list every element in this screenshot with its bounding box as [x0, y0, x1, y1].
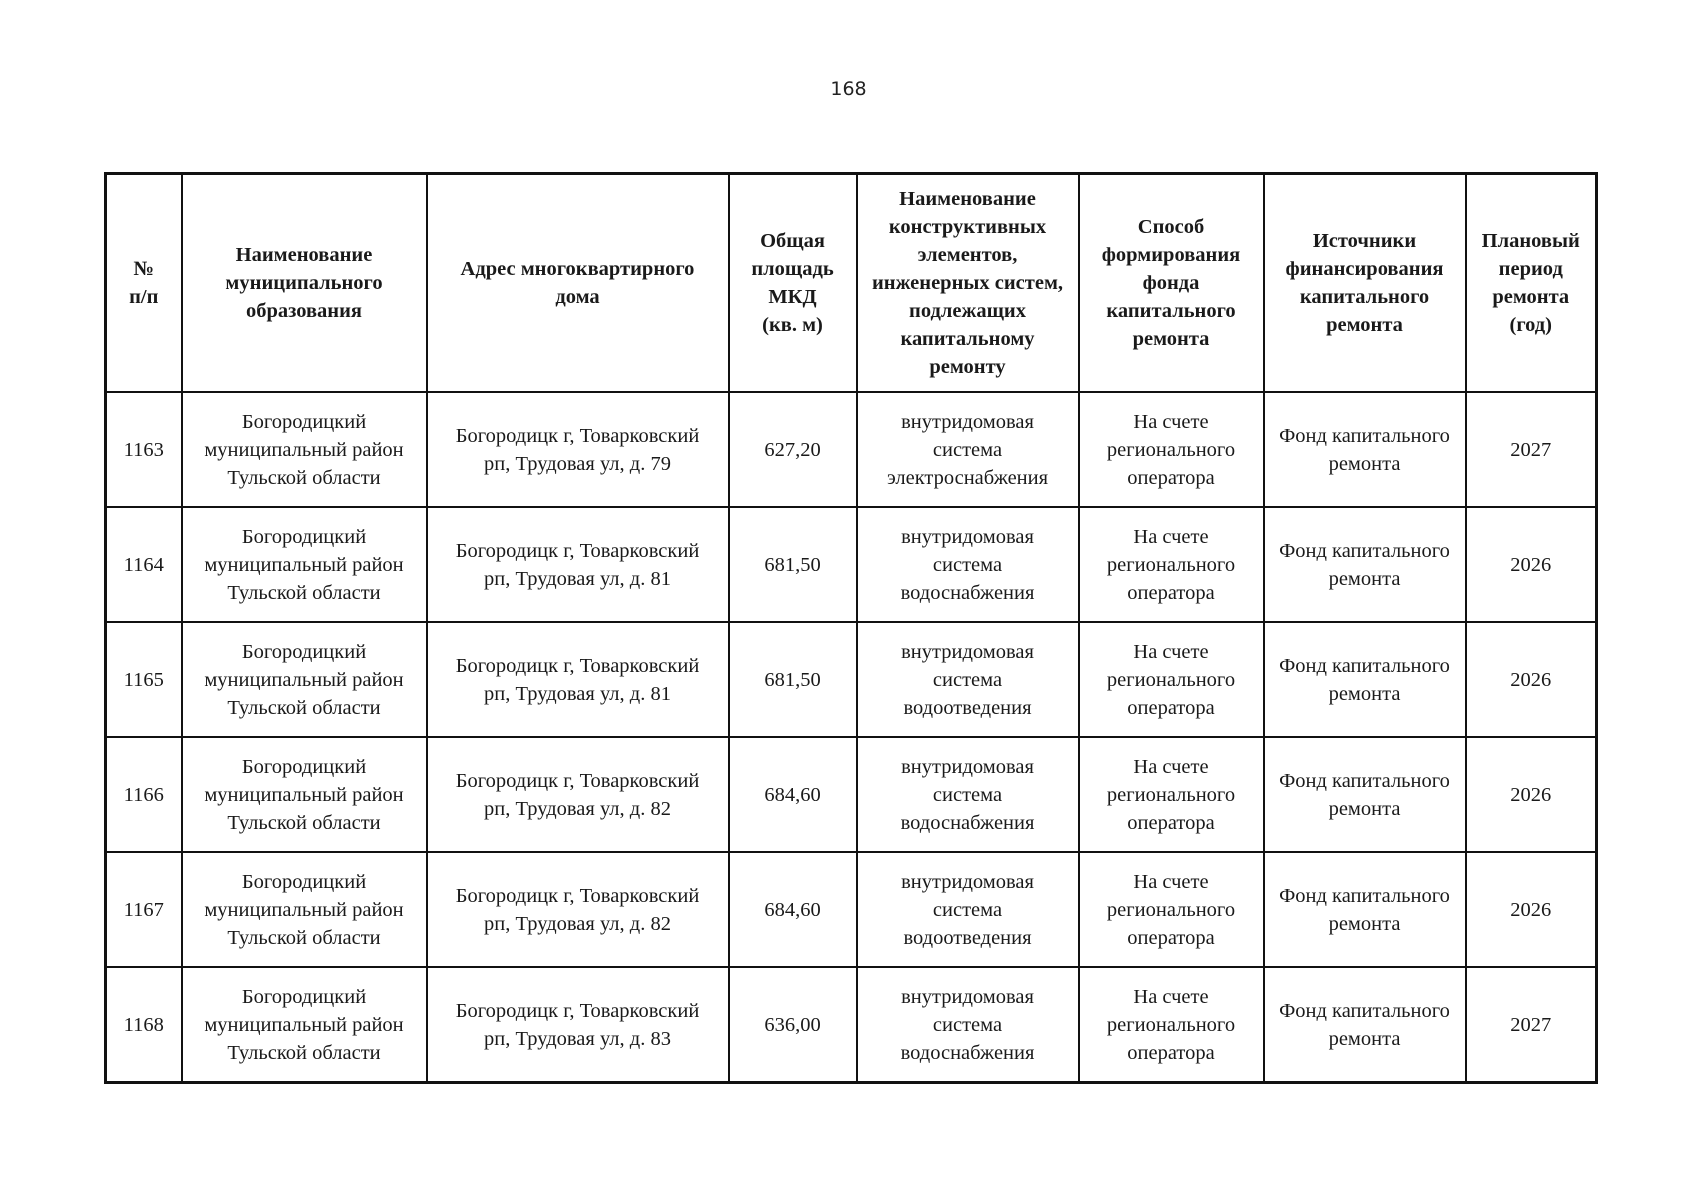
table-header-row: [106, 174, 1597, 393]
header-planned-year: Плановый период ремонта (год): [1466, 174, 1597, 393]
cell-number: 1163: [106, 392, 182, 507]
cell-address: Богородицк г, Товарковский рп, Трудовая ул, д. 82: [427, 852, 729, 967]
cell-fund-method: На счете регионального оператора: [1079, 507, 1264, 622]
cell-fund-method: На счете регионального оператора: [1079, 737, 1264, 852]
cell-address: Богородицк г, Товарковский рп, Трудовая ул, д. 83: [427, 967, 729, 1083]
table-row: [106, 852, 1597, 967]
cell-area: 627,20: [729, 392, 857, 507]
cell-element: внутридомовая система электроснабжения: [857, 392, 1079, 507]
cell-municipality: Богородицкий муниципальный район Тульской области: [182, 507, 427, 622]
cell-number: 1165: [106, 622, 182, 737]
cell-year: 2026: [1466, 622, 1597, 737]
cell-year: 2027: [1466, 967, 1597, 1083]
cell-element: внутридомовая система водоснабжения: [857, 507, 1079, 622]
cell-municipality: Богородицкий муниципальный район Тульской области: [182, 392, 427, 507]
header-municipality: Наименование муниципального образования: [182, 174, 427, 393]
cell-year: 2026: [1466, 507, 1597, 622]
table-row: [106, 392, 1597, 507]
cell-fund-method: На счете регионального оператора: [1079, 622, 1264, 737]
cell-area: 681,50: [729, 622, 857, 737]
cell-municipality: Богородицкий муниципальный район Тульской области: [182, 737, 427, 852]
table-row: [106, 967, 1597, 1083]
cell-area: 684,60: [729, 737, 857, 852]
cell-area: 681,50: [729, 507, 857, 622]
cell-financing-source: Фонд капитального ремонта: [1264, 622, 1466, 737]
cell-area: 636,00: [729, 967, 857, 1083]
cell-year: 2026: [1466, 852, 1597, 967]
cell-number: 1166: [106, 737, 182, 852]
table-row: [106, 622, 1597, 737]
cell-element: внутридомовая система водоотведения: [857, 852, 1079, 967]
cell-year: 2027: [1466, 392, 1597, 507]
page-number: 168: [830, 78, 867, 100]
cell-fund-method: На счете регионального оператора: [1079, 967, 1264, 1083]
cell-municipality: Богородицкий муниципальный район Тульской области: [182, 852, 427, 967]
capital-repair-table: [104, 172, 1598, 1084]
cell-financing-source: Фонд капитального ремонта: [1264, 392, 1466, 507]
cell-year: 2026: [1466, 737, 1597, 852]
header-financing-source: Источники финансирования капитального ремонта: [1264, 174, 1466, 393]
cell-number: 1164: [106, 507, 182, 622]
table-row: [106, 737, 1597, 852]
cell-number: 1167: [106, 852, 182, 967]
cell-address: Богородицк г, Товарковский рп, Трудовая ул, д. 81: [427, 507, 729, 622]
table-row: [106, 507, 1597, 622]
cell-financing-source: Фонд капитального ремонта: [1264, 737, 1466, 852]
cell-financing-source: Фонд капитального ремонта: [1264, 967, 1466, 1083]
cell-financing-source: Фонд капитального ремонта: [1264, 852, 1466, 967]
header-address: Адрес многоквартирного дома: [427, 174, 729, 393]
header-elements: Наименование конструктивных элементов, инженерных систем, подлежащих капитальному ремонту: [857, 174, 1079, 393]
cell-municipality: Богородицкий муниципальный район Тульской области: [182, 967, 427, 1083]
cell-municipality: Богородицкий муниципальный район Тульской области: [182, 622, 427, 737]
cell-fund-method: На счете регионального оператора: [1079, 392, 1264, 507]
cell-number: 1168: [106, 967, 182, 1083]
cell-fund-method: На счете регионального оператора: [1079, 852, 1264, 967]
cell-address: Богородицк г, Товарковский рп, Трудовая ул, д. 79: [427, 392, 729, 507]
header-area: Общая площадь МКД (кв. м): [729, 174, 857, 393]
cell-element: внутридомовая система водоотведения: [857, 622, 1079, 737]
cell-area: 684,60: [729, 852, 857, 967]
cell-financing-source: Фонд капитального ремонта: [1264, 507, 1466, 622]
cell-address: Богородицк г, Товарковский рп, Трудовая ул, д. 81: [427, 622, 729, 737]
cell-element: внутридомовая система водоснабжения: [857, 967, 1079, 1083]
cell-element: внутридомовая система водоснабжения: [857, 737, 1079, 852]
header-fund-method: Способ формирования фонда капитального ремонта: [1079, 174, 1264, 393]
cell-address: Богородицк г, Товарковский рп, Трудовая ул, д. 82: [427, 737, 729, 852]
header-number: № п/п: [106, 174, 182, 393]
